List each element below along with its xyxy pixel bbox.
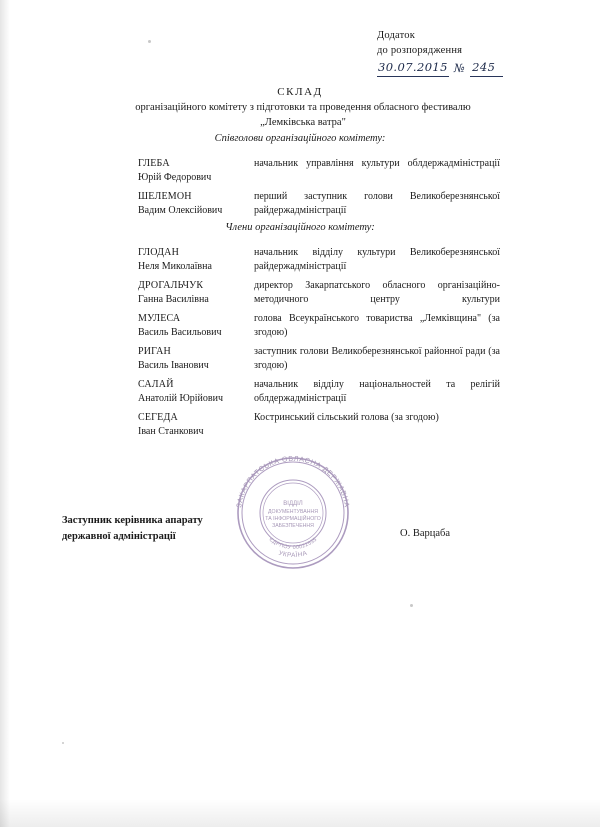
- person-given-name: Анатолій Юрійович: [138, 393, 223, 405]
- svg-text:ТА ІНФОРМАЦІЙНОГО: ТА ІНФОРМАЦІЙНОГО: [265, 516, 321, 522]
- person-given-name: Неля Миколаївна: [138, 261, 212, 273]
- person-name: [138, 157, 254, 185]
- person-role: голова Всеукраїнського товариства „Лемківщина" (за згодою): [254, 313, 500, 339]
- person-role: начальник відділу культури Великоберезнянської райдержадміністрації: [254, 247, 500, 273]
- person-role: заступник голови Великоберезнянської районної ради (за згодою): [254, 346, 500, 372]
- header-number: 245: [470, 59, 503, 77]
- person-name: [138, 345, 254, 373]
- person-name: [138, 378, 254, 406]
- person-given-name: Юрій Федорович: [138, 172, 212, 184]
- person-role: начальник управління культури облдержадміністрації: [254, 158, 500, 169]
- person-role: Костринський сільський голова (за згодою): [254, 412, 439, 423]
- official-round-stamp: [232, 452, 354, 574]
- person-surname: ДРОГАЛЬЧУК: [138, 280, 204, 291]
- page-subtitle: організаційного комітету з підготовки та проведення обласного фестивалю „Лемківська ватра": [135, 102, 471, 129]
- page-title: СКЛАД: [277, 86, 323, 98]
- person-surname: МУЛЕСА: [138, 313, 181, 324]
- signature-position-line1: Заступник керівника апарату: [62, 515, 203, 526]
- person-name: [138, 312, 254, 340]
- person-given-name: Василь Іванович: [138, 360, 209, 372]
- document-header: [377, 28, 577, 77]
- header-number-label: №: [453, 61, 466, 76]
- section-heading-members: Члени організаційного комітету:: [225, 222, 375, 233]
- svg-text:УКРАЇНА: УКРАЇНА: [277, 549, 309, 560]
- person-given-name: Вадим Олексійович: [138, 205, 223, 217]
- scan-speck: [410, 604, 413, 607]
- person-name: [138, 411, 254, 439]
- scan-speck: [62, 742, 64, 744]
- list-item: [138, 411, 500, 439]
- person-surname: ШЕЛЕМОН: [138, 191, 192, 202]
- list-item: [138, 378, 500, 406]
- person-given-name: Василь Васильович: [138, 327, 222, 339]
- svg-text:ВІДДІЛ: ВІДДІЛ: [283, 501, 303, 507]
- signature-name: О. Варцаба: [400, 528, 451, 539]
- svg-text:ЗАКАРПАТСЬКА ОБЛАСНА ДЕРЖАВНА: ЗАКАРПАТСЬКА ОБЛАСНА ДЕРЖАВНА: [234, 453, 352, 509]
- scan-edge-left: [0, 0, 10, 827]
- header-line-order: до розпорядження: [377, 45, 463, 57]
- header-date: 30.07.2015: [377, 59, 449, 77]
- person-surname: ГЛОДАН: [138, 247, 179, 258]
- list-item: [138, 157, 500, 185]
- section-heading-cochairs: Співголови організаційного комітету:: [214, 133, 386, 144]
- person-name: [138, 279, 254, 307]
- person-name: [138, 246, 254, 274]
- person-surname: РИГАН: [138, 346, 171, 357]
- list-item: [138, 279, 500, 307]
- person-surname: СЕГЕДА: [138, 412, 178, 423]
- header-line-appendix: Додаток: [377, 30, 416, 41]
- person-role: перший заступник голови Великоберезнянської райдержадміністрації: [254, 191, 500, 217]
- list-item: [138, 312, 500, 340]
- person-name: [138, 190, 254, 218]
- signature-position: [62, 513, 203, 545]
- list-item: [138, 246, 500, 274]
- scan-edge-bottom: [0, 799, 600, 827]
- person-given-name: Ганна Василівна: [138, 294, 209, 306]
- person-given-name: Іван Станкович: [138, 426, 204, 438]
- list-item: [138, 345, 500, 373]
- person-surname: САЛАЙ: [138, 379, 174, 390]
- list-item: [138, 190, 500, 218]
- svg-text:ЄДРПОУ 00022535: ЄДРПОУ 00022535: [267, 536, 319, 552]
- signature-position-line2: державної адміністрації: [62, 530, 176, 542]
- person-role: начальник відділу національностей та релігій облдержадміністрації: [254, 379, 500, 405]
- header-handwritten: [377, 59, 577, 77]
- scan-speck: [148, 40, 151, 43]
- person-role: директор Закарпатського обласного організаційно-методичного центру культури: [254, 280, 500, 306]
- svg-text:ЗАБЕЗПЕЧЕННЯ: ЗАБЕЗПЕЧЕННЯ: [272, 523, 314, 529]
- svg-text:ДОКУМЕНТУВАННЯ: ДОКУМЕНТУВАННЯ: [268, 509, 318, 515]
- person-surname: ГЛЕБА: [138, 158, 170, 169]
